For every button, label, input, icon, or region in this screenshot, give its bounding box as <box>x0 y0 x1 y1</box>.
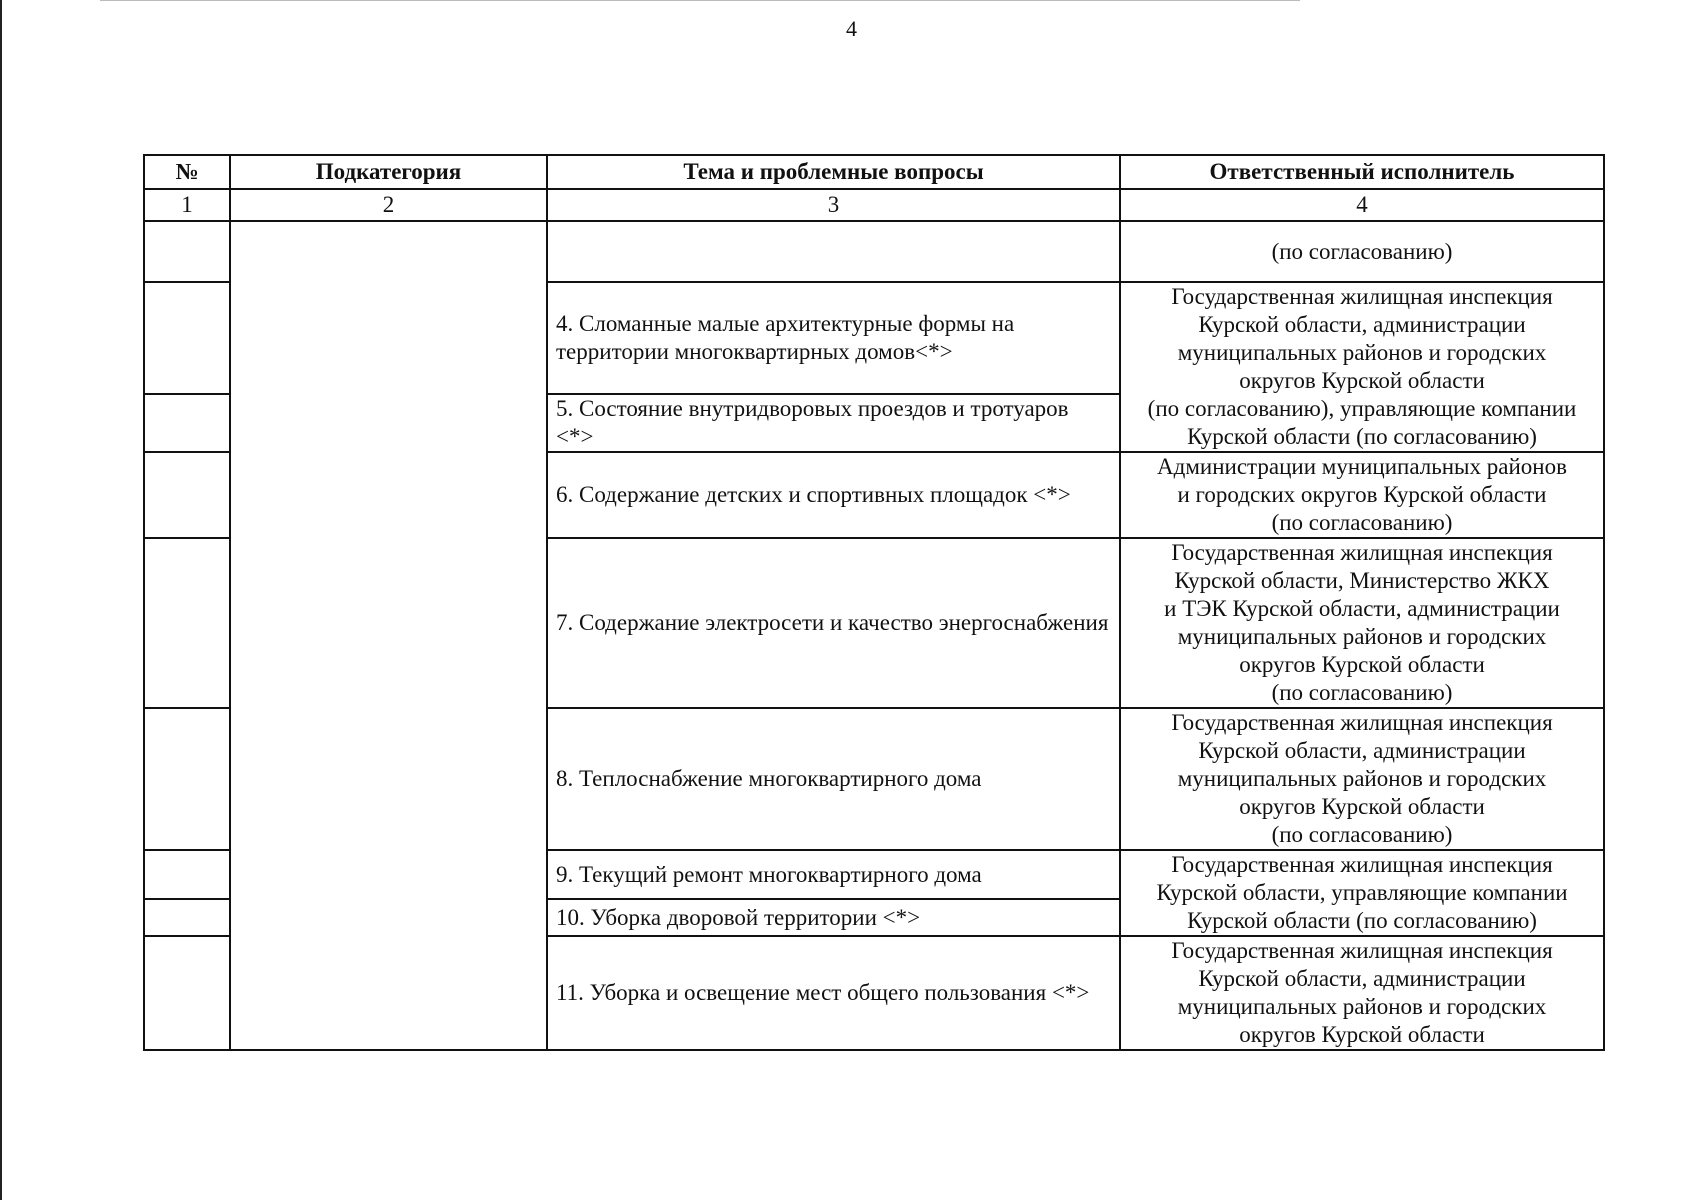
row-number-cell <box>144 899 230 936</box>
responsible-cell: (по согласованию) <box>1120 221 1604 282</box>
row-number-cell <box>144 394 230 452</box>
page-number: 4 <box>846 16 857 41</box>
column-number-2: 2 <box>230 189 547 221</box>
column-number-3: 3 <box>547 189 1120 221</box>
row-number-cell <box>144 538 230 708</box>
responsible-line: муниципальных районов и городских <box>1177 766 1547 791</box>
responsible-line: Курской области, администрации <box>1198 966 1526 991</box>
responsible-line: и ТЭК Курской области, администрации <box>1164 596 1560 621</box>
responsible-cell <box>1120 850 1604 936</box>
responsible-cell <box>1120 936 1604 1050</box>
header-num: № <box>144 155 230 189</box>
theme-cell: 6. Содержание детских и спортивных площадок <*> <box>547 452 1120 538</box>
theme-cell: 10. Уборка дворовой территории <*> <box>547 899 1120 936</box>
responsible-line: Государственная жилищная инспекция <box>1171 284 1553 309</box>
column-number-4: 4 <box>1120 189 1604 221</box>
responsible-line: (по согласованию) <box>1271 510 1453 535</box>
responsibility-table <box>143 154 1605 1051</box>
responsible-line: Курской области, администрации <box>1198 738 1526 763</box>
responsible-line: Курской области (по согласованию) <box>1187 424 1537 449</box>
responsible-line: и городских округов Курской области <box>1177 482 1547 507</box>
responsible-line: Государственная жилищная инспекция <box>1171 540 1553 565</box>
theme-cell: 7. Содержание электросети и качество энергоснабжения <box>547 538 1120 708</box>
responsible-line: муниципальных районов и городских <box>1177 340 1547 365</box>
row-number-cell <box>144 221 230 282</box>
column-number-1: 1 <box>144 189 230 221</box>
responsible-line: (по согласованию) <box>1271 822 1453 847</box>
header-row <box>144 155 1604 189</box>
responsible-line: округов Курской области <box>1239 1022 1485 1047</box>
subcategory-cell <box>230 221 547 1050</box>
theme-cell: 5. Состояние внутридворовых проездов и тротуаров <*> <box>547 394 1120 452</box>
responsible-line: Государственная жилищная инспекция <box>1171 852 1553 877</box>
responsible-cell <box>1120 708 1604 850</box>
responsible-cell <box>1120 538 1604 708</box>
responsible-line: Курской области, управляющие компании <box>1156 880 1568 905</box>
responsible-line: Государственная жилищная инспекция <box>1171 938 1553 963</box>
header-responsible: Ответственный исполнитель <box>1120 155 1604 189</box>
responsible-cell <box>1120 452 1604 538</box>
header-theme: Тема и проблемные вопросы <box>547 155 1120 189</box>
row-number-cell <box>144 708 230 850</box>
theme-cell <box>547 221 1120 282</box>
row-number-cell <box>144 850 230 899</box>
theme-cell: 8. Теплоснабжение многоквартирного дома <box>547 708 1120 850</box>
responsible-line: (по согласованию) <box>1271 680 1453 705</box>
row-number-cell <box>144 282 230 394</box>
column-number-row <box>144 189 1604 221</box>
responsible-line: Курской области, администрации <box>1198 312 1526 337</box>
responsible-line: округов Курской области <box>1239 368 1485 393</box>
responsible-line: Администрации муниципальных районов <box>1157 454 1567 479</box>
row-number-cell <box>144 936 230 1050</box>
header-subcategory: Подкатегория <box>230 155 547 189</box>
theme-cell: 9. Текущий ремонт многоквартирного дома <box>547 850 1120 899</box>
page-edge <box>0 0 2 1200</box>
responsible-line: округов Курской области <box>1239 794 1485 819</box>
responsible-line: муниципальных районов и городских <box>1177 994 1547 1019</box>
table-row <box>144 221 1604 282</box>
responsible-line: Государственная жилищная инспекция <box>1171 710 1553 735</box>
theme-cell: 4. Сломанные малые архитектурные формы на территории многоквартирных домов<*> <box>547 282 1120 394</box>
responsible-line: муниципальных районов и городских <box>1177 624 1547 649</box>
responsible-line: Курской области (по согласованию) <box>1187 908 1537 933</box>
responsible-line: Курской области, Министерство ЖКХ <box>1174 568 1550 593</box>
responsible-line: округов Курской области <box>1239 652 1485 677</box>
responsible-cell <box>1120 282 1604 452</box>
theme-cell: 11. Уборка и освещение мест общего пользования <*> <box>547 936 1120 1050</box>
responsible-line: (по согласованию), управляющие компании <box>1147 396 1577 421</box>
row-number-cell <box>144 452 230 538</box>
page-edge-top <box>100 0 1300 1</box>
